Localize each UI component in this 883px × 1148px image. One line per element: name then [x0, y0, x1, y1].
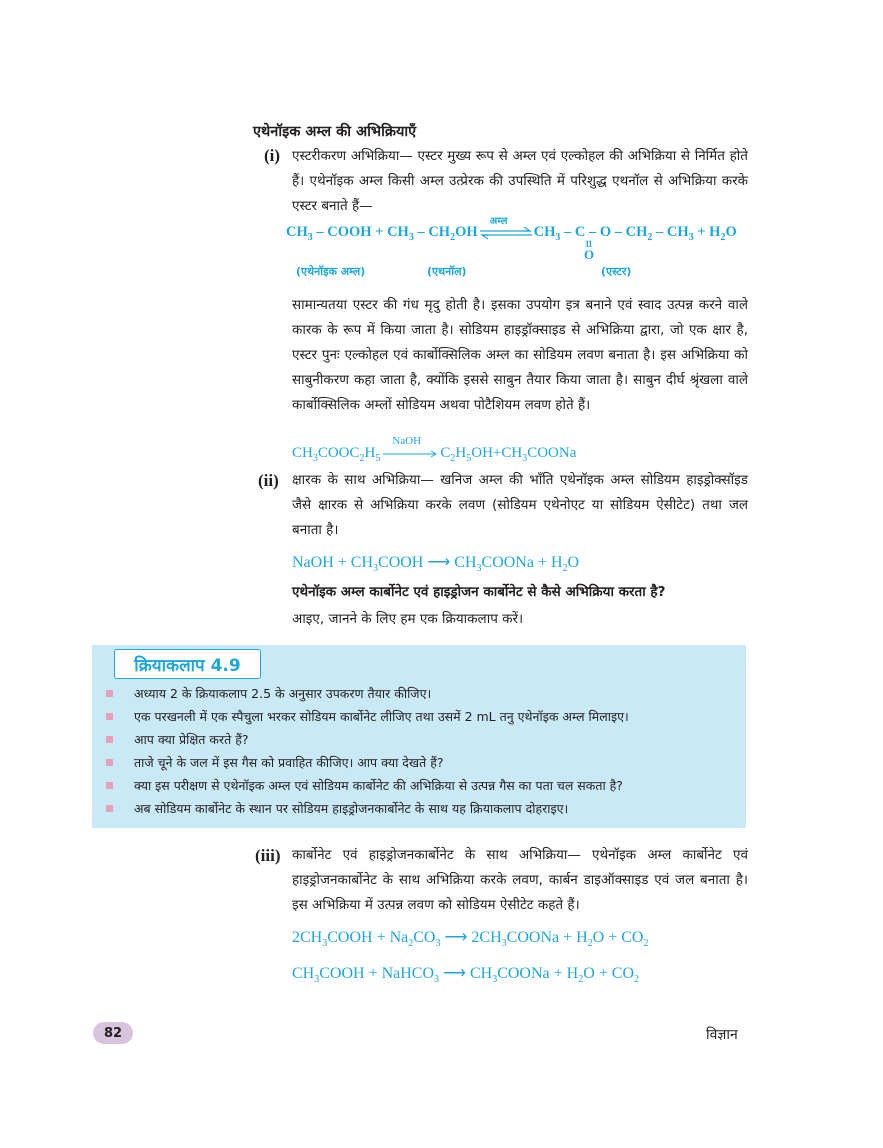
activity-title: क्रियाकलाप 4.9: [114, 649, 261, 679]
square-bullet-icon: [106, 713, 113, 720]
section-heading: एथेनॉइक अम्ल की अभिक्रियाएँ: [253, 124, 417, 140]
arrow-condition: अम्ल: [489, 215, 508, 227]
base-reaction-text: क्षारक के साथ अभिक्रिया— खनिज अम्ल की भाँति एथेनॉइक अम्ल सोडियम हाइड्रोक्सॉइड जैसे क्षारक से अभिक्रिया करके लवण (सोडियम एथेनोएट या सोडियम ऐसीटेट) तथा जल बनाता है।: [292, 472, 748, 538]
activity-invite: आइए, जानने के लिए हम एक क्रियाकलाप करें।: [292, 611, 524, 627]
arrow-condition: NaOH: [392, 434, 422, 447]
equilibrium-arrow-icon: [478, 226, 534, 240]
square-bullet-icon: [106, 805, 113, 812]
right-arrow-icon: [380, 448, 440, 460]
reaction-arrow: [380, 434, 440, 460]
item-number-iii: (iii): [255, 846, 281, 865]
square-bullet-icon: [106, 690, 113, 697]
esterification-intro: एस्टरीकरण अभिक्रिया— एस्टर मुख्य रूप से अम्ल एवं एल्कोहल की अभिक्रिया से निर्मित होते हैं। एथेनॉइक अम्ल किसी अम्ल उत्प्रेरक की उपस्थिति में परिशुद्ध एथनॉल से अभिक्रिया करके एस्टर बनाते हैं—: [292, 148, 748, 214]
square-bullet-icon: [106, 782, 113, 789]
bicarbonate-equation: $CH_3COOH$ + NaHCO$_3$ ⟶ $CH_3COONa + H_2O + CO_2$: [292, 965, 640, 986]
carbonate-equation: $2CH_3COOH + Na_2CO_3$ ⟶ $2CH_3COONa + H_2O + CO_2$: [292, 929, 649, 950]
reversible-arrow: [478, 215, 534, 240]
neutralization-equation: NaOH + $CH_3COOH$ ⟶ $CH_3COONa + H_2O$: [292, 554, 580, 575]
item-number-ii: (ii): [258, 471, 279, 490]
page-number: 82: [93, 1022, 133, 1044]
square-bullet-icon: [106, 736, 113, 743]
label-ethanoic-acid: (एथेनॉइक अम्ल): [296, 265, 366, 278]
label-ester: (एस्टर): [601, 265, 632, 278]
double-bond-mark: 11: [585, 239, 592, 249]
carbonate-question: एथेनॉइक अम्ल कार्बोनेट एवं हाइड्रोजन कार्बोनेट से कैसे अभिक्रिया करता है?: [292, 584, 666, 600]
item-number-i: (i): [264, 146, 281, 165]
esterification-equation: $CH_3$ – COOH + $CH_3 - CH_2OH$ अम्ल $CH_3 - C - O - CH_2 - CH_3 + H_2O$: [286, 224, 737, 243]
carbonyl-oxygen: O: [584, 247, 595, 262]
label-ethanol: (एथनॉल): [427, 265, 467, 278]
square-bullet-icon: [106, 759, 113, 766]
saponification-paragraph: सामान्यतया एस्टर की गंध मृदु होती है। इसका उपयोग इत्र बनाने एवं स्वाद उत्पन्न करने वाले कारक के रूप में किया जाता है। सोडियम हाइड्रॉक्साइड से अभिक्रिया द्वारा, जो एक क्षार है, एस्टर पुनः एल्कोहल एवं कार्बोक्सिलिक अम्ल का सोडियम लवण बनाता है। इस अभिक्रिया को साबुनीकरण कहा जाता है, क्योंकि इससे साबुन तैयार किया जाता है। साबुन दीर्घ श्रृंखला वाले कार्बोक्सिलिक अम्लों सोडियम अथवा पोटैशियम लवण होते हैं।: [292, 297, 748, 413]
carbonate-reaction-text: कार्बोनेट एवं हाइड्रोजनकार्बोनेट के साथ अभिक्रिया— एथेनॉइक अम्ल कार्बोनेट एवं हाइड्रोजनकार्बोनेट के साथ अभिक्रिया करके लवण, कार्बन डाइऑक्साइड एवं जल बनाता है। इस अभिक्रिया में उत्पन्न लवण को सोडियम ऐसीटेट कहते हैं।: [292, 847, 748, 913]
subject-name: विज्ञान: [706, 1027, 738, 1043]
saponification-equation: $CH_3COOC_2H_5$ NaOH $C_2H_5OH+CH_3COONa$: [292, 434, 577, 464]
